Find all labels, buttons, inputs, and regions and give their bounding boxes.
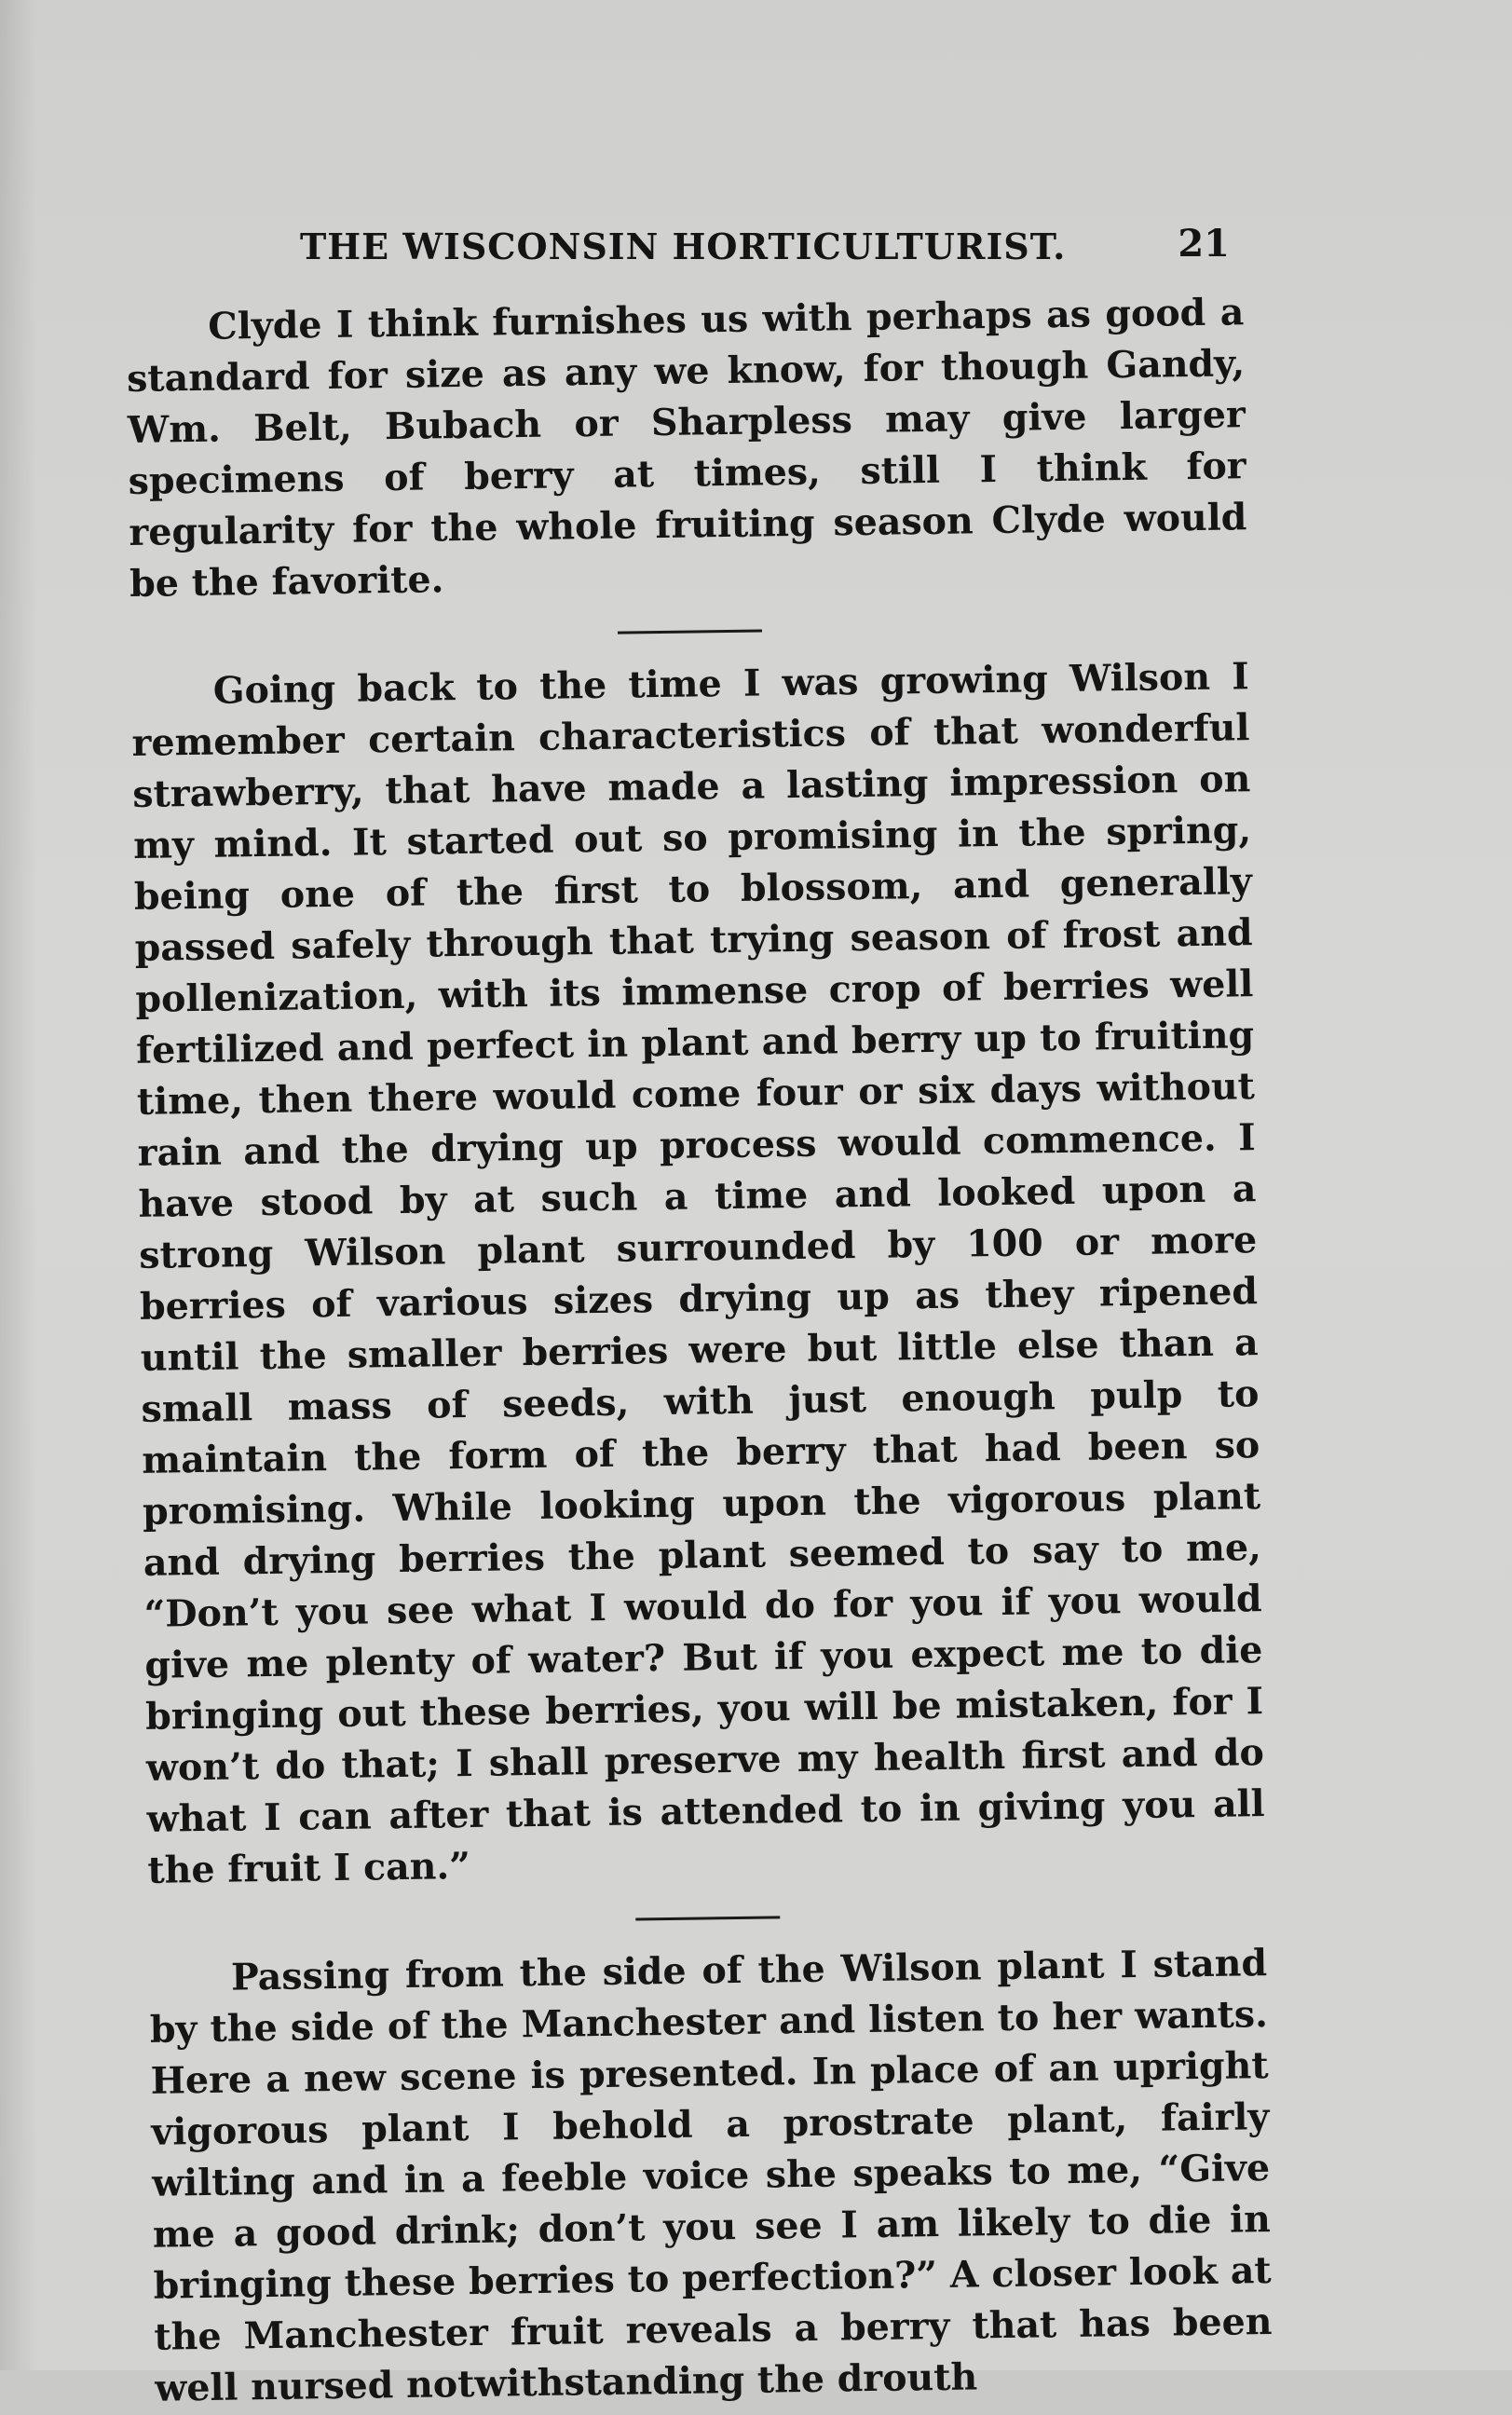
- page-body: [126, 287, 1274, 2415]
- page-header: [279, 216, 1248, 281]
- paragraph-clyde: Clyde I think furnishes us with perhaps as good a standard for size as any we know, for though Gandy, Wm. Belt, Bubach or Sharpless may give larger specimens of berry at times, still I think for regularity for the whole fruiting season Clyde would be the favorite.: [126, 291, 1247, 606]
- running-title: THE WISCONSIN HORTICULTURIST.: [300, 225, 1067, 267]
- section-divider: [617, 630, 761, 634]
- section-divider: [635, 1916, 780, 1920]
- paragraph-manchester: Passing from the side of the Wilson plant I stand by the side of the Manchester and listen to her wants. Here a new scene is presented. In place of an upright vigorous plant I behold a prostrate plant, fairly wilting and in a feeble voice she speaks to me, “Give me a good drink; don’t you see I am likely to die in bringing these berries to perfection?” A closer look at the Manchester fruit reveals a berry that has been well nursed notwithstanding the drouth: [149, 1942, 1273, 2410]
- page-number: 21: [1178, 222, 1230, 266]
- paragraph-wilson: Going back to the time I was growing Wilson I remember certain characteristics of that wonderful strawberry, that have made a lasting impression on my mind. It started out so promising in the spring, being one of the first to blossom, and generally passed safely through that trying season of frost and pollenization, with its immense crop of berries well fertilized and perfect in plant and berry up to fruiting time, then there would come four or six days without rain and the drying up process would commence. I have stood by at such a time and looked upon a strong Wilson plant surrounded by 100 or more berries of various sizes drying up as they ripened until the smaller berries were but little else than a small mass of seeds, with just enough pulp to maintain the form of the berry that had been so promising. While looking upon the vigorous plant and drying berries the plant seemed to say to me, “Don’t you see what I would do for you if you would give me plenty of water? But if you expect me to die bringing out these berries, you will be mistaken, for I won’t do that; I shall preserve my health first and do what I can after that is attended to in giving you all the fruit I can.”: [131, 655, 1265, 1892]
- page-edge-shadow: [0, 0, 37, 2370]
